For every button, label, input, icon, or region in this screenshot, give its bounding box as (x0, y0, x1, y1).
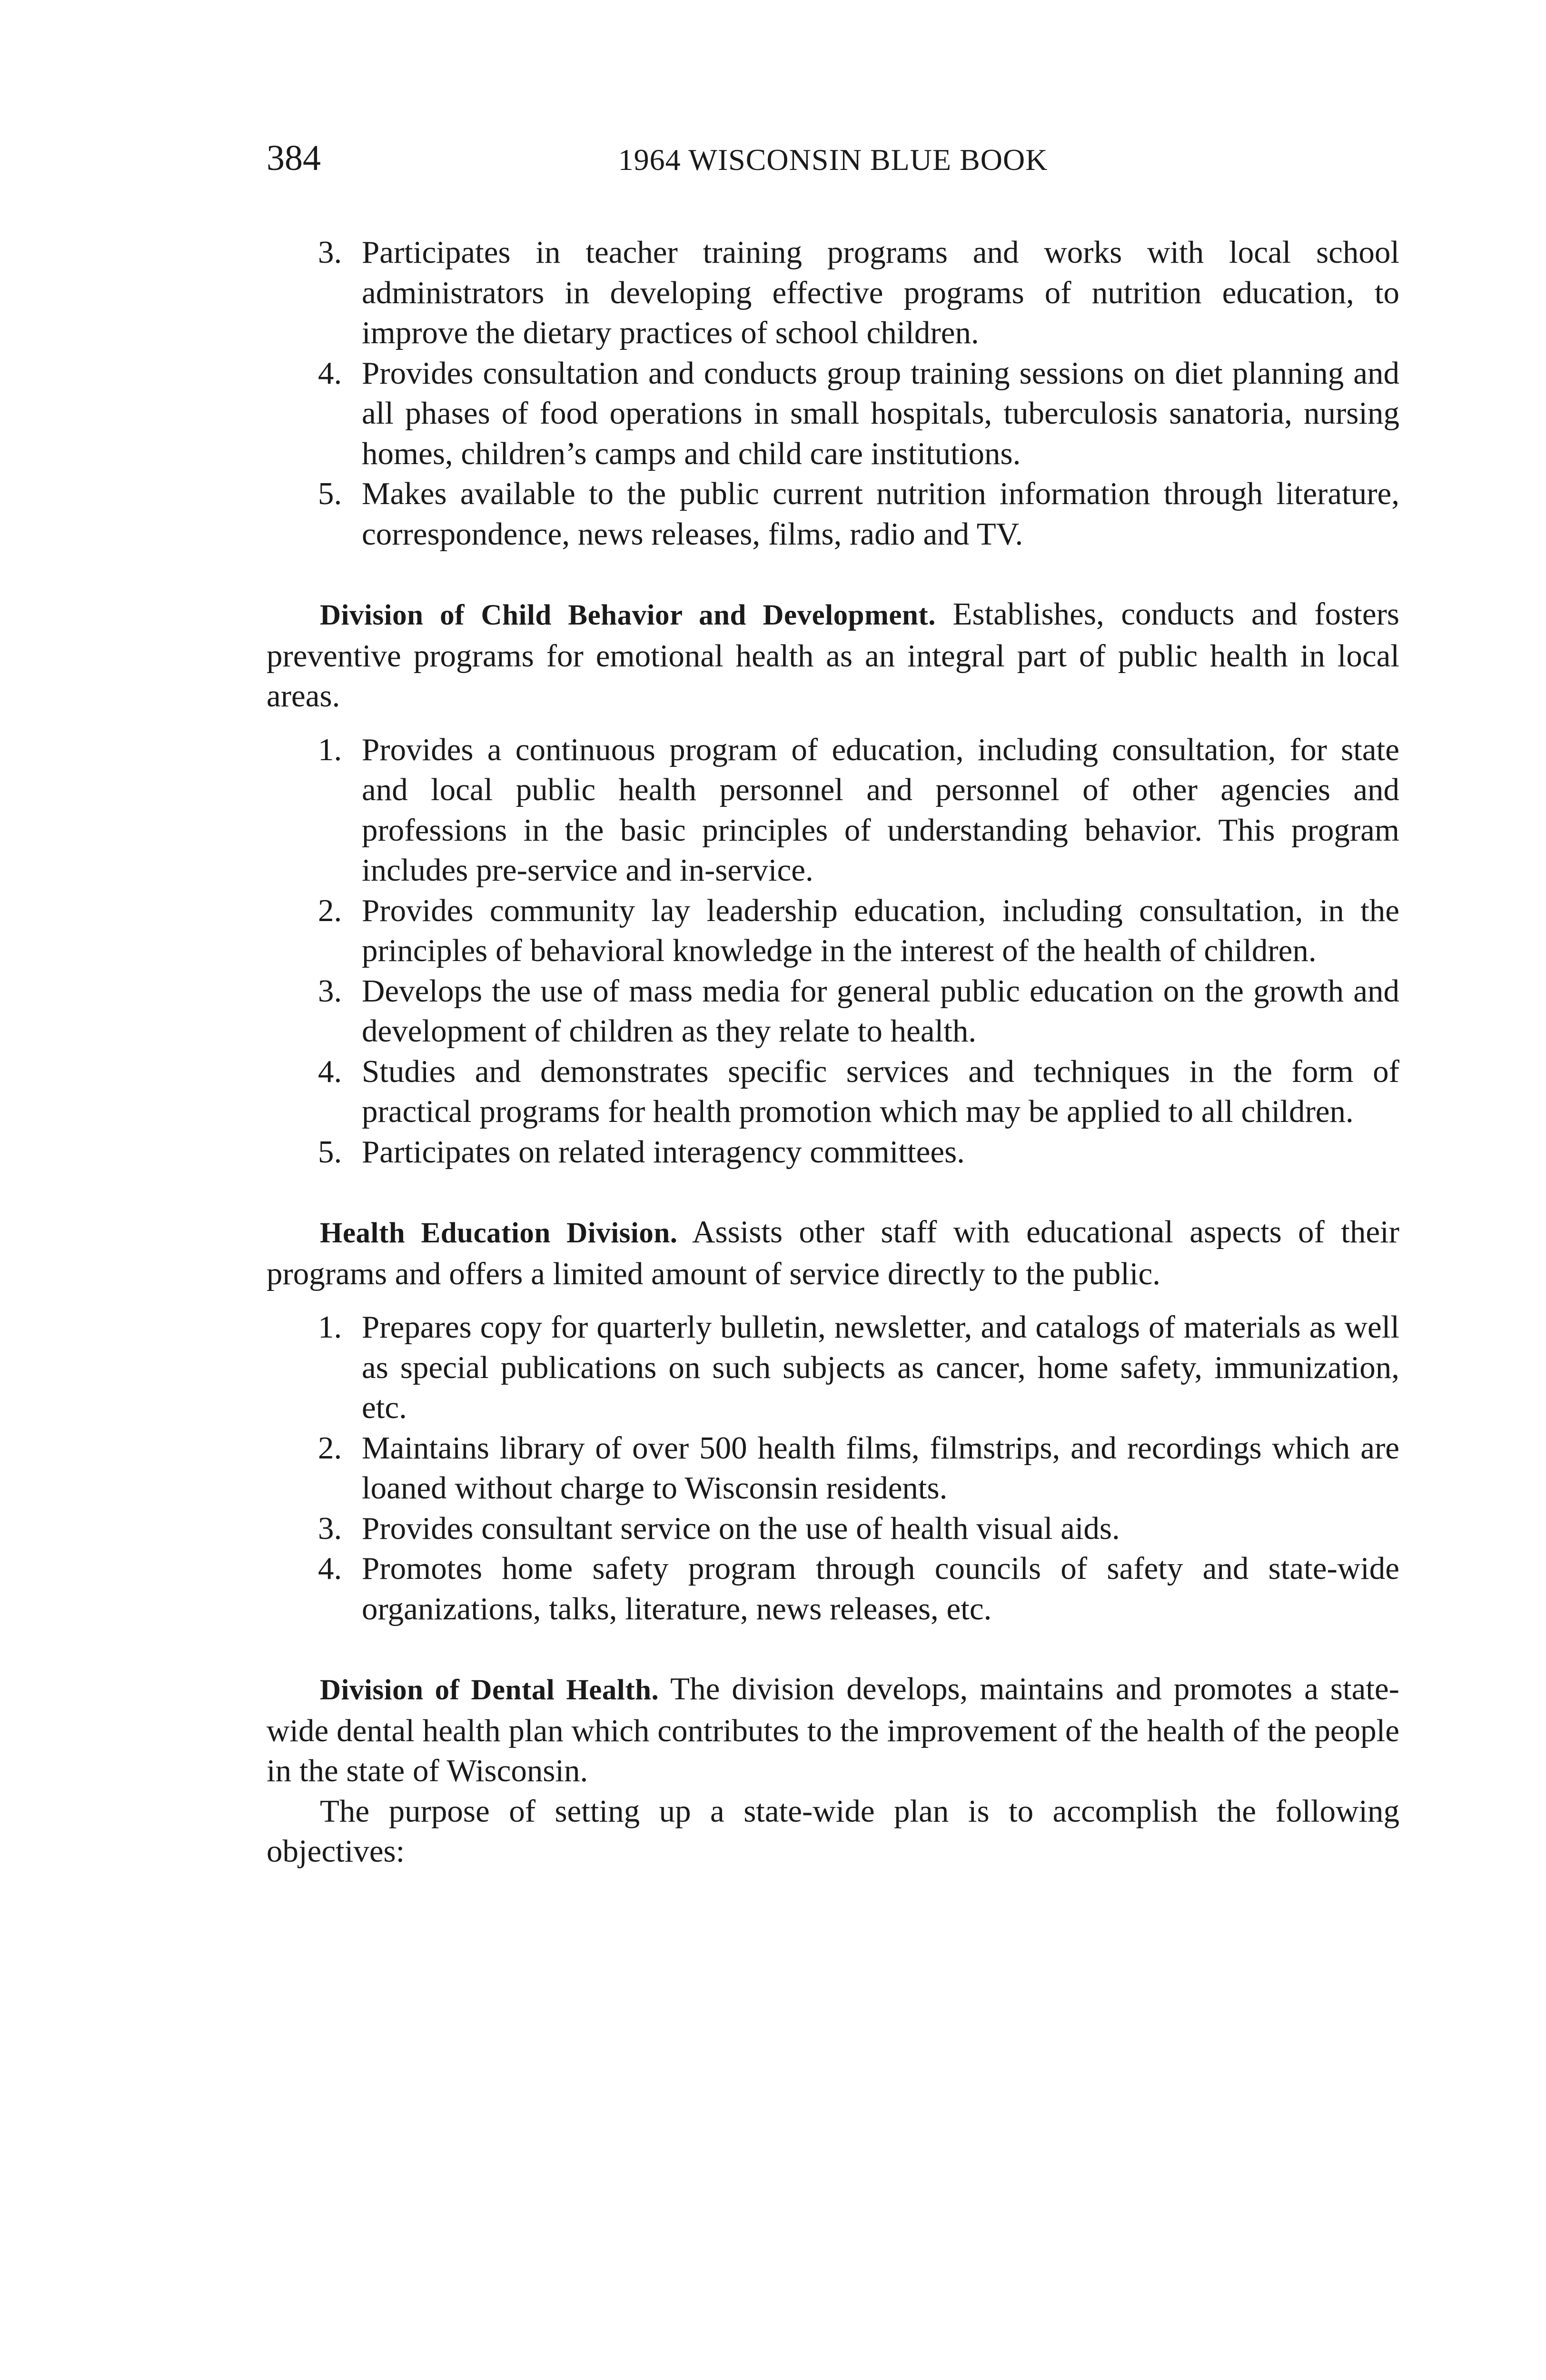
item-number: 2. (318, 892, 342, 928)
section-text: Assists other staff with educational aspects of their programs and offers a limited amount of service directly to the public. (267, 1214, 1399, 1291)
list-item (267, 1508, 1399, 1549)
item-text: Participates on related interagency committees. (362, 1134, 965, 1170)
section-dental-health (267, 1669, 1399, 1872)
item-text: Provides community lay leadership education, including consultation, in the principles of behavioral knowledge in the interest of the health of children. (362, 892, 1399, 968)
health-education-list (267, 1307, 1399, 1629)
item-text: Develops the use of mass media for general public education on the growth and development of children as they relate to health. (362, 973, 1399, 1049)
list-item (267, 1051, 1399, 1132)
list-item (267, 1307, 1399, 1428)
list-item (267, 353, 1399, 474)
item-text: Makes available to the public current nutrition information through literature, correspondence, news releases, films, radio and TV. (362, 476, 1399, 552)
section-followup: The purpose of setting up a state-wide plan is to accomplish the following objectives: (267, 1793, 1399, 1869)
list-item (267, 232, 1399, 353)
section-text: The division develops, maintains and promotes a state-wide dental health plan which contributes to the improvement of the health of the people in the state of Wisconsin. (267, 1671, 1399, 1788)
section-heading: Division of Dental Health. (320, 1674, 659, 1706)
list-item (267, 1548, 1399, 1629)
item-number: 4. (318, 355, 342, 391)
item-text: Provides a continuous program of education, including consultation, for state and local public health personnel and personnel of other agencies and professions in the basic principles of understanding behavior. This program includes pre-service and in-service. (362, 732, 1399, 888)
section-intro (267, 594, 1399, 716)
item-number: 1. (318, 732, 342, 767)
item-text: Participates in teacher training programs and works with local school administrators in developing effective programs of nutrition education, to improve the dietary practices of school children. (362, 235, 1399, 350)
section-intro (267, 1669, 1399, 1791)
item-text: Studies and demonstrates specific services and techniques in the form of practical programs for health promotion which may be applied to all children. (362, 1053, 1399, 1129)
list-item (267, 730, 1399, 891)
page-header (267, 134, 1399, 187)
item-number: 3. (318, 973, 342, 1009)
list-item (267, 971, 1399, 1051)
list-item (267, 1132, 1399, 1172)
list-item (267, 474, 1399, 554)
section-health-education (267, 1212, 1399, 1629)
page-body (267, 232, 1399, 1872)
item-number: 1. (318, 1309, 342, 1345)
item-number: 3. (318, 1510, 342, 1546)
item-number: 4. (318, 1551, 342, 1586)
item-text: Provides consultation and conducts group training sessions on diet planning and all phases of food operations in small hospitals, tuberculosis sanatoria, nursing homes, children’s camps and child care institutions. (362, 355, 1399, 471)
item-text: Prepares copy for quarterly bulletin, newsletter, and catalogs of materials as well as special publications on such subjects as cancer, home safety, immunization, etc. (362, 1309, 1399, 1425)
item-number: 5. (318, 1134, 342, 1170)
item-text: Maintains library of over 500 health films, filmstrips, and recordings which are loaned without charge to Wisconsin residents. (362, 1430, 1399, 1506)
item-number: 3. (318, 235, 342, 270)
running-head: 1964 WISCONSIN BLUE BOOK (618, 143, 1048, 177)
section-text: Establishes, conducts and fosters preventive programs for emotional health as an integral part of public health in local areas. (267, 596, 1399, 714)
item-number: 5. (318, 476, 342, 511)
nutrition-list (267, 232, 1399, 554)
list-item (267, 891, 1399, 971)
section-heading: Health Education Division. (320, 1217, 678, 1249)
item-number: 4. (318, 1053, 342, 1089)
child-behavior-list (267, 730, 1399, 1172)
list-item (267, 1428, 1399, 1508)
page-number: 384 (267, 138, 321, 178)
section-child-behavior (267, 594, 1399, 1172)
section-heading: Division of Child Behavior and Development. (320, 599, 936, 631)
item-text: Promotes home safety program through councils of safety and state-wide organizations, talks, literature, news releases, etc. (362, 1551, 1399, 1626)
item-number: 2. (318, 1430, 342, 1466)
section-intro (267, 1212, 1399, 1294)
item-text: Provides consultant service on the use of health visual aids. (362, 1510, 1120, 1546)
